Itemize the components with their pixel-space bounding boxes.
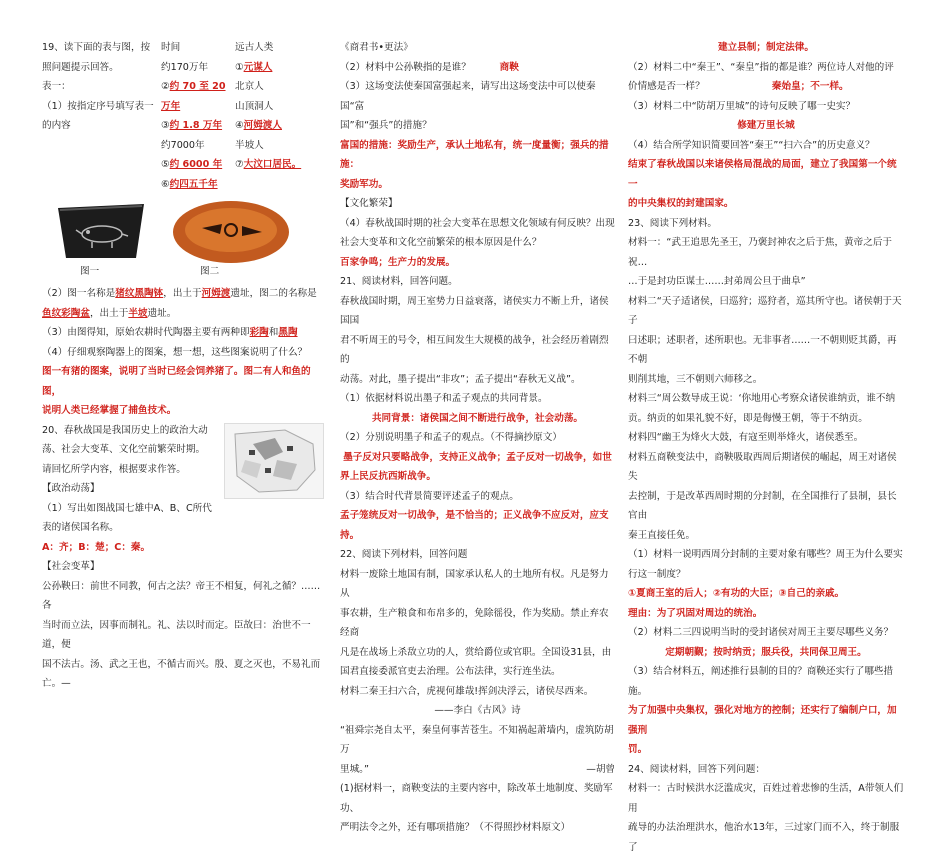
answer-19-4: 说明人类已经掌握了捕鱼技术。 [42,405,177,416]
warring-states-map-image [224,423,324,499]
q19-sub1: 的内容 [42,120,71,131]
source-text: 当时而立法，因事而制礼。礼、法以时而定。臣故曰：治世不一道，便 [42,619,311,650]
q24: 24、阅读材料，回答下列问题： [628,763,765,775]
q20-block: 20、春秋战国是我国历史上的政治大动 荡、社会大变革、文化空前繁荣时期。 请回忆所学内容，根据要求作答。 【政治动荡】 （1）写出如图战国七雄中A、B、C所代 表的诸侯国名称。 [42,421,328,538]
column-3: 建立县制；制定法律。 （2）材料二中“秦王”、“秦皇”指的都是谁？两位诗人对他的评 价情感是否一样？ 秦始皇；不一样。 （3）材料二中“防胡万里城”的诗句反映了哪一史实？ 修建万里长城 （4）结合所学知识简要回答“秦王”“扫六合”的历史意义？ 结束了春秋战国以来诸侯格局混战的局面，建立了我国第一个统一 的中央集权的封建国家。 23、阅读下列材料。 材料一：“武王追思先圣王，乃褒封神农之后于焦，黄帝之后于祝… …于是封功臣谋士……封弟周公旦于曲阜” 材料二“天子适诸侯，曰巡狩；巡狩者，巡其所守也。诸侯朝于天子 曰述职；述职者，述所职也。无非事者……一不朝则贬其爵，再不朝 则削其地，三不朝则六师移之。 材料三“周公数导成王说：‘你地用心考察众诸侯谁纳贡，谁不纳 贡。纳贡的如果礼貌不好，即是侮慢王朝，等于不纳贡。 材料四“幽王为烽火大鼓，有寇至则举烽火，诸侯悉至。 材料五商鞅变法中，商鞅吸取西周后期诸侯的崛起，周王对诸侯失 去控制，于是改革西周时期的分封制，在全国推行了县制，县长官由 秦王直接任免。 （1）材料一说明西周分封制的主要对象有哪些？周王为什么要实 行这一制度？ ①夏商王室的后人；②有功的大臣；③自己的亲戚。 理由：为了巩固对周边的统治。 （2）材料二三四说明当时的受封诸侯对周王主要尽哪些义务？ 定期朝觐；按时纳贡；服兵役，共同保卫周王。 （3）结合材料五，阐述推行县制的目的？商鞅还实行了哪些措施。 为了加强中央集权，强化对地方的控制；还实行了编制户口，加强刑 罚。 24、阅读材料，回答下列问题： 材料一：古时候洪水泛滥成灾，百姓过着悲惨的生活，A带领人们用 疏导的办法治理洪水，他治水13年，三过家门而不入，终于制服了 [628,42,904,853]
fig2-caption: 图二 [200,266,220,277]
pottery-images [42,198,328,284]
answer-19-4: 图一有猪的图案，说明了当时已经会饲养猪了。图二有人和鱼的图， [42,366,311,397]
table-label: 表一： [42,81,71,92]
q19-sub1: （1）按指定序号填写表一 [42,100,154,112]
q22: 22、阅读下列材料，回答问题 [340,549,468,560]
answer-3: 约 1.8 万年 [169,120,223,131]
people-column: 远古人类 ①元谋人 北京人 山顶洞人 ④河姆渡人 半坡人 ⑦大汶口居民。 [235,38,327,175]
q19-intro: 照问题提示回答。 [42,61,119,73]
source-text: 公孙鞅曰：前世不同教，何古之法？帝王不相复，何礼之循？……各 [42,580,321,611]
table-header-time: 时间 [161,42,181,53]
source-title: 《商君书•更法》 [340,42,413,53]
source-text: 国不法古。汤、武之王也，不循古而兴。殷、夏之灭也，不易礼而亡。— [42,658,321,689]
q19-4: （4）仔细观察陶器上的图案，想一想，这些图案说明了什么？ [42,346,308,358]
q19-2: （2）图一名称是猪纹黑陶钵，出土于河姆渡遗址，图二的名称是 [42,288,317,299]
answer-1: 元谋人 [243,61,273,73]
answer-7: 大汶口居民。 [243,159,302,170]
q19-table-area [42,38,328,190]
column-2: 《商君书•更法》 （2）材料中公孙鞅指的是谁？ 商鞅 （3）这场变法使秦国富强起来，请写出这场变法中可以使秦国“富 国”和“强兵”的措施？ 富国的措施：奖励生产，承认土地私有，统一度量衡；强兵的措施： 奖励军功。 【文化繁荣】 （4）春秋战国时期的社会大变革在思想文化领域有何反映？出现 社会大变革和文化空前繁荣的根本原因是什么？ 百家争鸣；生产力的发展。 21、阅读材料，回答问题。 春秋战国时期，周王室势力日益衰落，诸侯实力不断上升，诸侯国国 君不听周王的号令，相互间发生大规模的战争，社会经历着剧烈的 动荡。对此，墨子提出“非攻”；孟子提出“春秋无义战”。 （1）依据材料说出墨子和孟子观点的共同背景。 共同背景：诸侯国之间不断进行战争，社会动荡。 （2）分别说明墨子和孟子的观点。（不得摘抄原文） 墨子反对只要略战争，支持正义战争；孟子反对一切战争，如世 界上民反抗西斯战争。 （3）结合时代背景简要评述孟子的观点。 孟子笼统反对一切战争，是不恰当的；正义战争不应反对，应支持。 22、阅读下列材料，回答问题 材料一废除土地国有制，国家承认私人的土地所有权。凡是努力从 事农耕，生产粮食和布帛多的，免除徭役，作为奖励。禁止弃农经商 凡是在战场上杀敌立功的人，赏给爵位或官职。全国设31县，由 国君直接委派官吏去治理。公布法律，实行连坐法。 材料二秦王扫六合，虎视何雄哉!挥剑决浮云，诸侯尽西来。 ——李白《古风》诗 “祖舜宗尧自太平，秦皇何事苦苍生。不知祸起萧墙内，虚筑防胡万 里城。” —胡曾 (1)据材料一，商鞅变法的主要内容中，除改革土地制度、奖励军功、 严明法令之外，还有哪项措施？（不得照抄材料原文） [340,38,615,838]
fish-pattern-basin-image [170,198,292,266]
time-column: 时间 约170万年 ②约 70 至 20 万年 ③约 1.8 万年 约7000年 ⑤约 6000 年 ⑥约四五千年 [161,38,233,194]
section-politics: 【政治动荡】 [42,483,100,494]
section-culture: 【文化繁荣】 [340,198,398,209]
answer-5: 约 6000 年 [169,159,223,170]
section-reform: 【社会变革】 [42,561,100,572]
fig1-caption: 图一 [80,266,100,277]
answer-4: 河姆渡人 [243,120,282,131]
q19-intro: 19、读下面的表与图，按 [42,42,151,53]
q21: 21、阅读材料，回答问题。 [340,276,458,287]
answer-20-1: A：齐；B：楚；C：秦。 [42,541,151,553]
pig-pattern-pottery-image [52,200,150,262]
q19-3: （3）由图得知，原始农耕时代陶器主要有两种即彩陶和黑陶 [42,327,298,338]
q23: 23、阅读下列材料。 [628,217,717,229]
answer-6: 约四五千年 [169,178,218,190]
answer-2: 约 70 至 20 万年 [161,81,226,112]
table-header-people: 远古人类 [235,42,274,53]
answer-shangyang: 商鞅 [499,61,519,73]
column-1: 19、读下面的表与图，按 照问题提示回答。 表一： （1）按指定序号填写表一 的内容 时间 约170万年 ②约 70 至 20 万年 ③约 1.8 万年 约7000年 ⑤约 6000 年 ⑥约四五千年 远古人类 ①元谋人 北京人 山顶洞人 ④河姆渡人 半坡人 ⑦大汶口居民。 图一 图二 （2）图一名称是猪纹黑陶钵，出土于河姆渡遗址，图二的名称是 鱼纹彩陶盆，出土于半坡遗址。 （3）由图得知，原始农耕时代陶器主要有两种即彩陶和黑陶 （4）仔细观察陶器上的图案，想一想，这些图案说明了什么？ 图一有猪的图案，说明了当时已经会饲养猪了。图二有人和鱼的图， 说明人类已经掌握了捕鱼技术。 20、春秋战国是我国历史上的政治大动 荡、社会大变革、文化空前繁荣时期。 请回忆所学内容，根据要求作答。 【政治动荡】 （1）写出如图战国七雄中A、B、C所代 表的诸侯国名称。 A：齐；B：楚；C：秦。 【社会变革】 公孙鞅曰：前世不同教，何古之法？帝王不相复，何礼之循？……各 当时而立法，因事而制礼。礼、法以时而定。臣故曰：治世不一道，便 国不法古。汤、武之王也，不循古而兴。殷、夏之灭也，不易礼而亡。— [42,38,328,694]
